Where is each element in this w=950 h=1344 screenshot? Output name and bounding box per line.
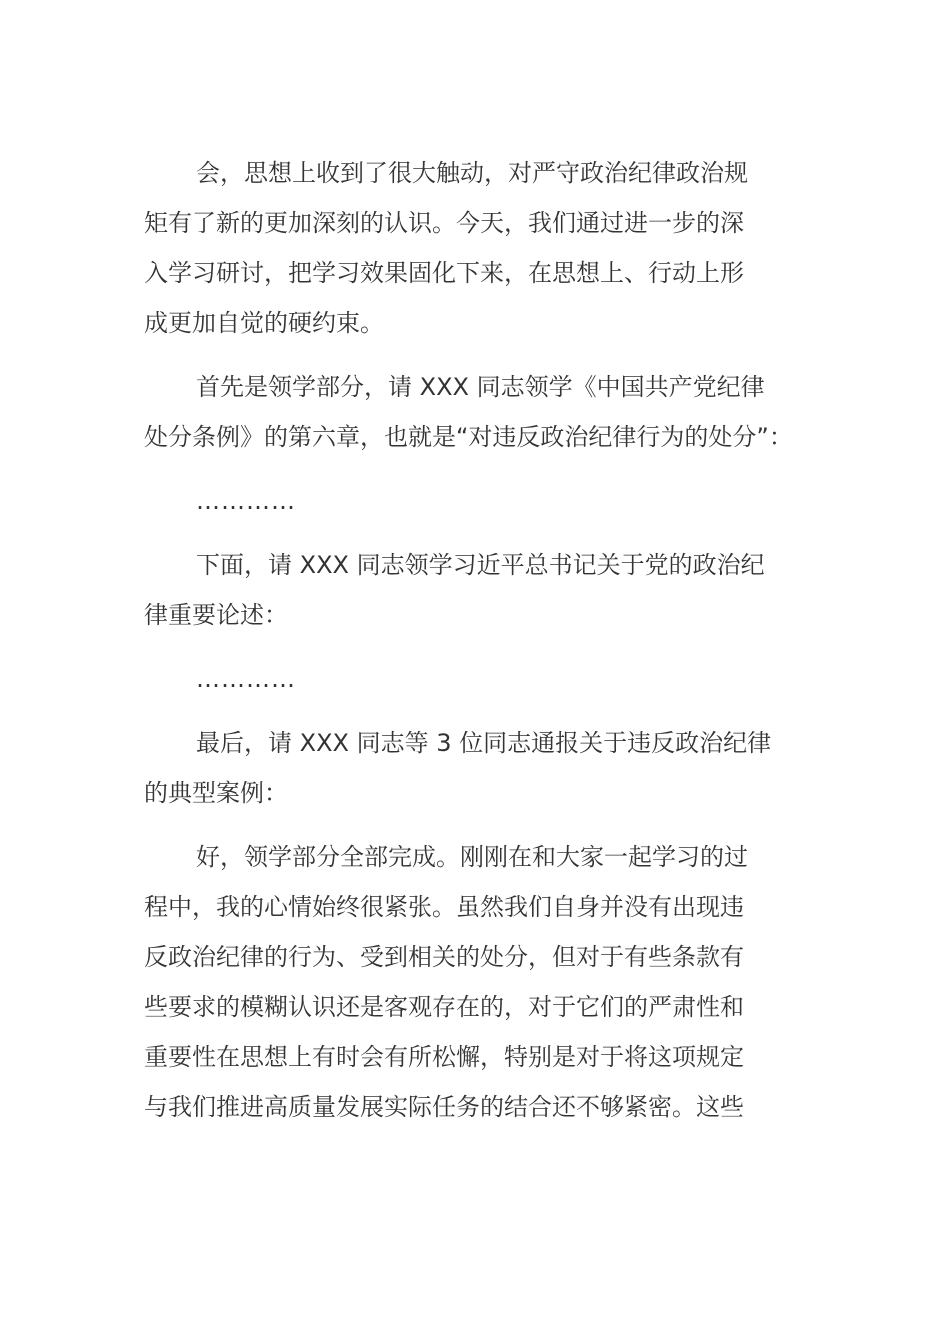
paragraph-ellipsis	[144, 476, 804, 526]
paragraph-summary	[144, 832, 804, 1132]
text-line: 下面，请 XXX 同志领学习近平总书记关于党的政治纪	[196, 551, 765, 579]
paragraph-intro-continuation	[144, 148, 804, 348]
document-body	[144, 148, 804, 1146]
paragraph-first-lead-study	[144, 362, 804, 462]
text-line: 的典型案例：	[144, 779, 288, 807]
text-line: 最后，请 XXX 同志等 3 位同志通报关于违反政治纪律	[196, 729, 772, 757]
paragraph-ellipsis	[144, 654, 804, 704]
text-line: 首先是领学部分，请 XXX 同志领学《中国共产党纪律	[196, 373, 765, 401]
text-line: 重要性在思想上有时会有所松懈，特别是对于将这项规定	[144, 1043, 744, 1071]
text-line: 入学习研讨，把学习效果固化下来，在思想上、行动上形	[144, 259, 744, 287]
text-line: 会，思想上收到了很大触动，对严守政治纪律政治规	[196, 159, 748, 187]
text-line: 反政治纪律的行为、受到相关的处分，但对于有些条款有	[144, 943, 744, 971]
text-line: 矩有了新的更加深刻的认识。今天，我们通过进一步的深	[144, 209, 744, 237]
text-line: 律重要论述：	[144, 601, 288, 629]
text-line: 与我们推进高质量发展实际任务的结合还不够紧密。这些	[144, 1093, 744, 1121]
text-line: 些要求的模糊认识还是客观存在的，对于它们的严肃性和	[144, 993, 744, 1021]
paragraph-second-lead-study	[144, 540, 804, 640]
text-line: 程中，我的心情始终很紧张。虽然我们自身并没有出现违	[144, 893, 744, 921]
text-line: 处分条例》的第六章，也就是“对违反政治纪律行为的处分”：	[144, 423, 793, 451]
paragraph-case-report	[144, 718, 804, 818]
text-line: …………	[196, 487, 296, 515]
text-line: 好，领学部分全部完成。刚刚在和大家一起学习的过	[196, 843, 748, 871]
text-line: …………	[196, 665, 296, 693]
text-line: 成更加自觉的硬约束。	[144, 309, 384, 337]
